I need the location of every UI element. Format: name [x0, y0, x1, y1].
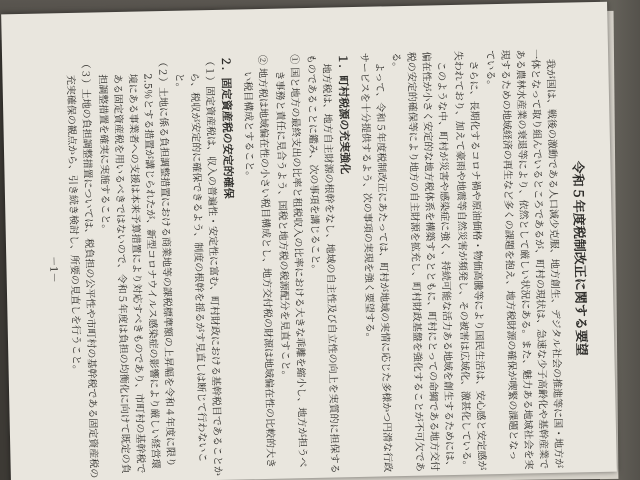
intro-paragraph: さらに、長期化するコロナ禍や原油価格・物価高騰等により国民生活は、安心感と安定感が失われており、加えて豪雨や地震等自然災害が頻発し、その被害は広域化、激甚化している。: [452, 50, 487, 471]
document-title: 令和５年度税制改正に関する要望: [569, 160, 589, 356]
page-number: －1－: [47, 256, 59, 283]
intro-paragraph: よって、令和５年度税制改正にあたっては、町村が地域の実情に応じた多様かつ円滑な行政サービスを十分提供するよう、次の事項の実現を強く要望する。: [358, 52, 393, 473]
section-heading-2: ２．固定資産税の安定的確保: [219, 55, 236, 199]
section-2-item: （２）土地に係る負担調整措置における商業地等の課税標準額の上昇幅を令和４年度に限り2.5％とする措置が講じられたが、新型コロナウイルス感染症の影響により厳しい経営環境にある事業者への支援は本来予算措置により対応すべきものであり、市町村の基幹税である固定資産税を用いるべきではないので、令和５年度は負担の均衡化に向けて既定の負担調整措置を確実に実施すること。: [96, 56, 176, 474]
section-2-item: （１）固定資産税は、収入の普遍性・安定性に富む、町村財政における基幹税目であることから、税収が安定的に確保できるよう、制度の根幹を揺るがす見直しは断じて行わないこと。: [173, 55, 223, 477]
section-heading-1: １．町村税源の充実強化: [336, 53, 352, 175]
section-1-item: ② 地方税は地域偏在性の小さい税目構成とし、地方交付税の財源は地域偏在性の比較的大きい税目構成とすること。: [241, 54, 276, 469]
document-page: [1, 2, 617, 480]
intro-paragraph: 我が国は、戦後の激動である人口減少克服、地方創生、デジタル社会の推進等に国・地方が一体となって取り組んでいるところであるが、町村の現状は、急速な少子高齢化や基幹産業である農林水産業の衰退等により、依然として厳しい状況にある。また、魅力ある地域社会を実現するための地域経済の再生など多くの課題を抱え、地方税財源の確保が喫緊の課題となっている。: [484, 49, 564, 470]
section-1-item: ① 国と地方の最終支出の比率と租税収入の比率における大きな乖離を縮小し、地方が担うべき事務と責任に見合うよう、国税と地方税の税源配分を見直すこと。: [273, 54, 308, 468]
section-2-item: （３）土地の負担調整措置については、税負担の公平性や市町村の基幹税である固定資産税の充実確保の観点から、引き続き検討し、所要の見直しを行うこと。: [64, 58, 99, 479]
intro-paragraph: このような中、町村が災害や感染症に強く、持続可能な活力ある地域を創生するためには、偏在性が小さく安定的な地方税体系を構築するとともに、町村にとっての命綱である地方交付税の安定的確保等により地方の自主財源を拡充し、町村財政基盤を強化することが不可欠である。: [390, 51, 455, 472]
page-body: [26, 48, 595, 480]
page-content-rotated: [47, 40, 598, 480]
section-1-body: 地方税は、地方自主財源の根幹をなし、地域の自主性及び自立性の向上を実質的に担保するものであることに鑑み、次の事項を講じること。: [305, 53, 340, 474]
